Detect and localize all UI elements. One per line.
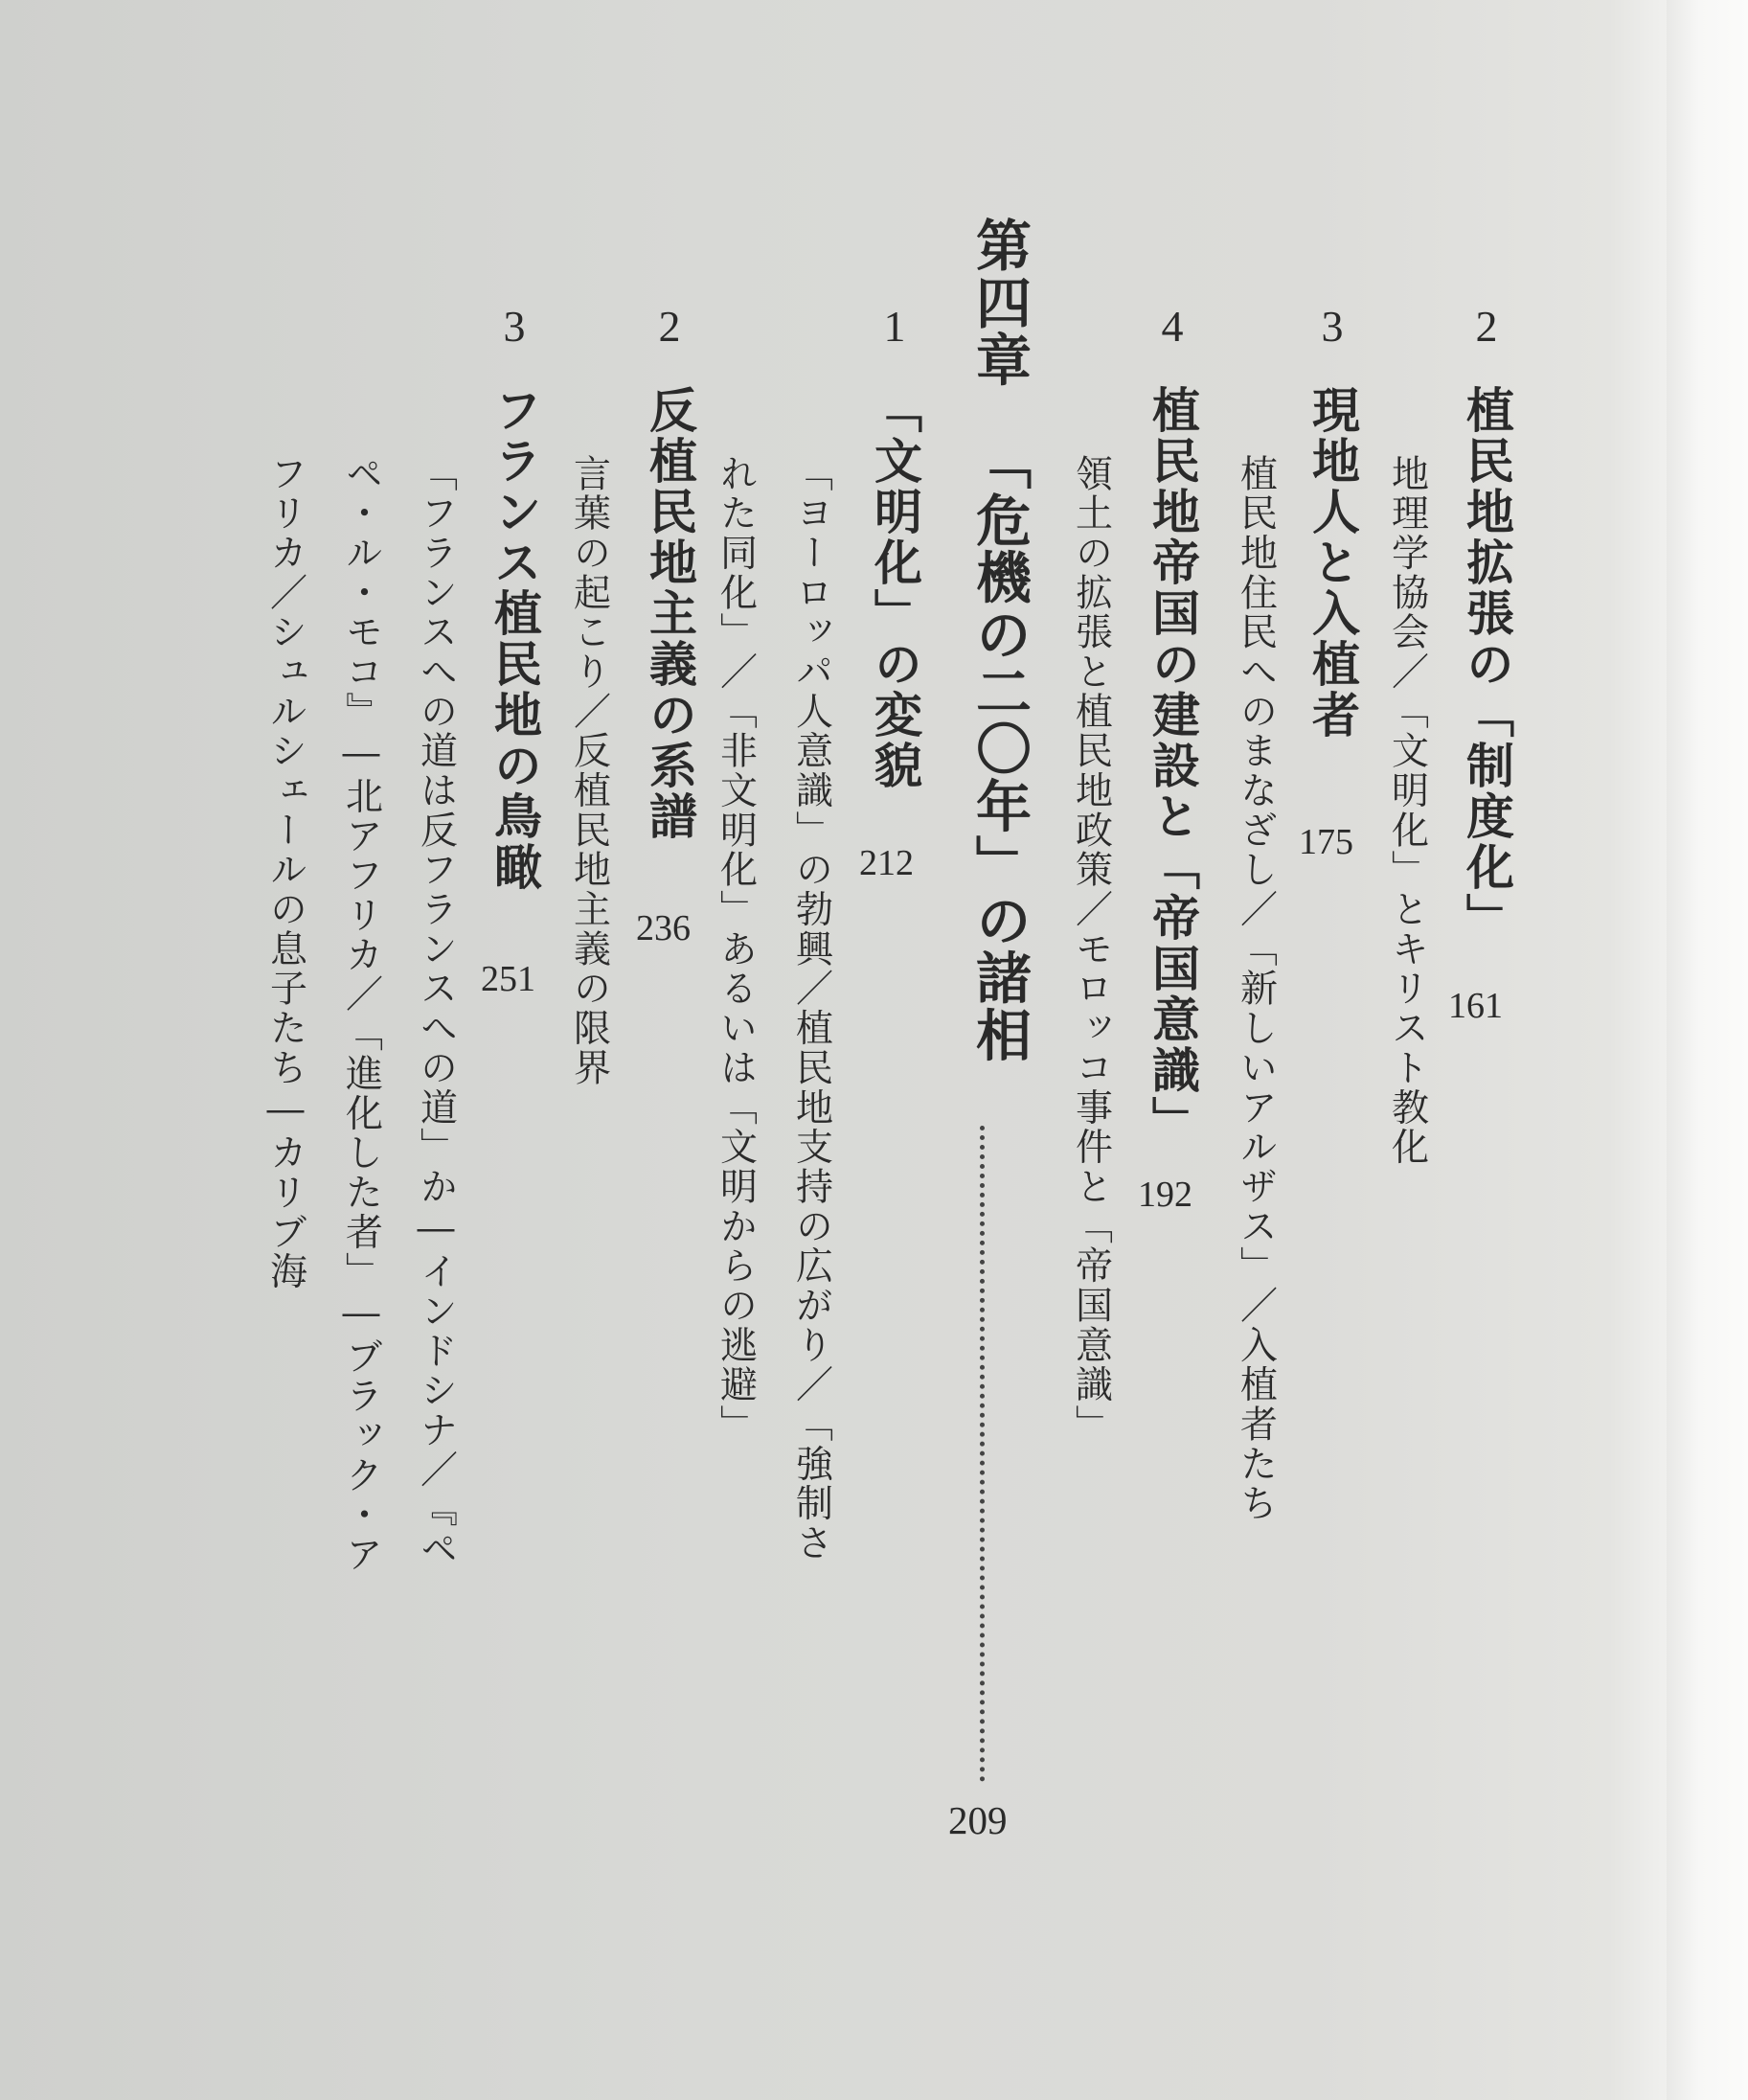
toc-entry-chapter-section-3: [486, 302, 543, 893]
section-number: 3: [503, 302, 526, 351]
chapter-heading: [963, 217, 1035, 1063]
toc-subentry-line-2: [337, 454, 385, 1575]
section-title: 「文明化」の変貌: [867, 385, 923, 791]
dot-leader: [980, 1126, 985, 1782]
section-number: 2: [1475, 302, 1498, 351]
section-title: フランス植民地の鳥瞰: [487, 385, 543, 893]
subentry-text: 言葉の起こり／反植民地主義の限界: [567, 454, 611, 1088]
toc-subentry-line-1: [787, 454, 835, 1564]
toc-subentry: [1383, 454, 1431, 1167]
page-number: 192: [1138, 1175, 1192, 1215]
toc-entry-section-4: [1144, 302, 1201, 1147]
section-number: 2: [658, 302, 681, 351]
page-number: 175: [1299, 822, 1353, 862]
section-number: 3: [1321, 302, 1344, 351]
toc-entry-section-2: [1458, 302, 1515, 944]
toc-entry-chapter-section-1: [866, 302, 923, 791]
page-number: 212: [859, 843, 914, 883]
toc-subentry: [1067, 454, 1115, 1445]
section-number: 4: [1161, 302, 1184, 351]
subentry-text: 植民地住民へのまなざし／「新しいアルザス」／入植者たち: [1234, 454, 1278, 1524]
section-title: 植民地帝国の建設と「帝国意識」: [1145, 385, 1201, 1147]
subentry-text: ペ・ル・モコ』―北アフリカ／「進化した者」―ブラック・ア: [339, 454, 383, 1575]
subentry-text: 「ヨーロッパ人意識」の勃興／植民地支持の広がり／「強制さ: [789, 454, 833, 1564]
toc-subentry-line-3: [261, 454, 309, 1291]
toc-subentry-line-2: [712, 454, 760, 1445]
toc-subentry: [565, 454, 613, 1087]
section-title: 植民地拡張の「制度化」: [1459, 385, 1515, 944]
toc-subentry: [1232, 454, 1280, 1523]
section-title: 現地人と入植者: [1305, 385, 1361, 741]
subentry-text: れた同化」／「非文明化」あるいは「文明からの逃避」: [714, 454, 758, 1445]
subentry-text: フリカ／シュルシェールの息子たち―カリブ海: [263, 454, 307, 1292]
page-number: 209: [948, 1798, 1008, 1842]
toc-subentry-line-1: [412, 454, 460, 1569]
subentry-text: 「フランスへの道は反フランスへの道」か―インドシナ／『ペ: [414, 454, 458, 1569]
toc-entry-section-3: [1304, 302, 1361, 741]
toc-entry-chapter-section-2: [641, 302, 698, 842]
section-number: 1: [883, 302, 906, 351]
chapter-title: 「危機の二〇年」の諸相: [966, 434, 1032, 1064]
chapter-label: 第四章: [966, 217, 1032, 389]
page-number: 251: [481, 959, 535, 999]
page-edge: [1667, 0, 1748, 2100]
page-number: 236: [636, 908, 691, 948]
section-title: 反植民地主義の系譜: [642, 385, 698, 842]
subentry-text: 領土の拡張と植民地政策／モロッコ事件と「帝国意識」: [1069, 454, 1113, 1445]
page-number: 161: [1448, 986, 1503, 1026]
subentry-text: 地理学協会／「文明化」とキリスト教化: [1385, 454, 1429, 1168]
